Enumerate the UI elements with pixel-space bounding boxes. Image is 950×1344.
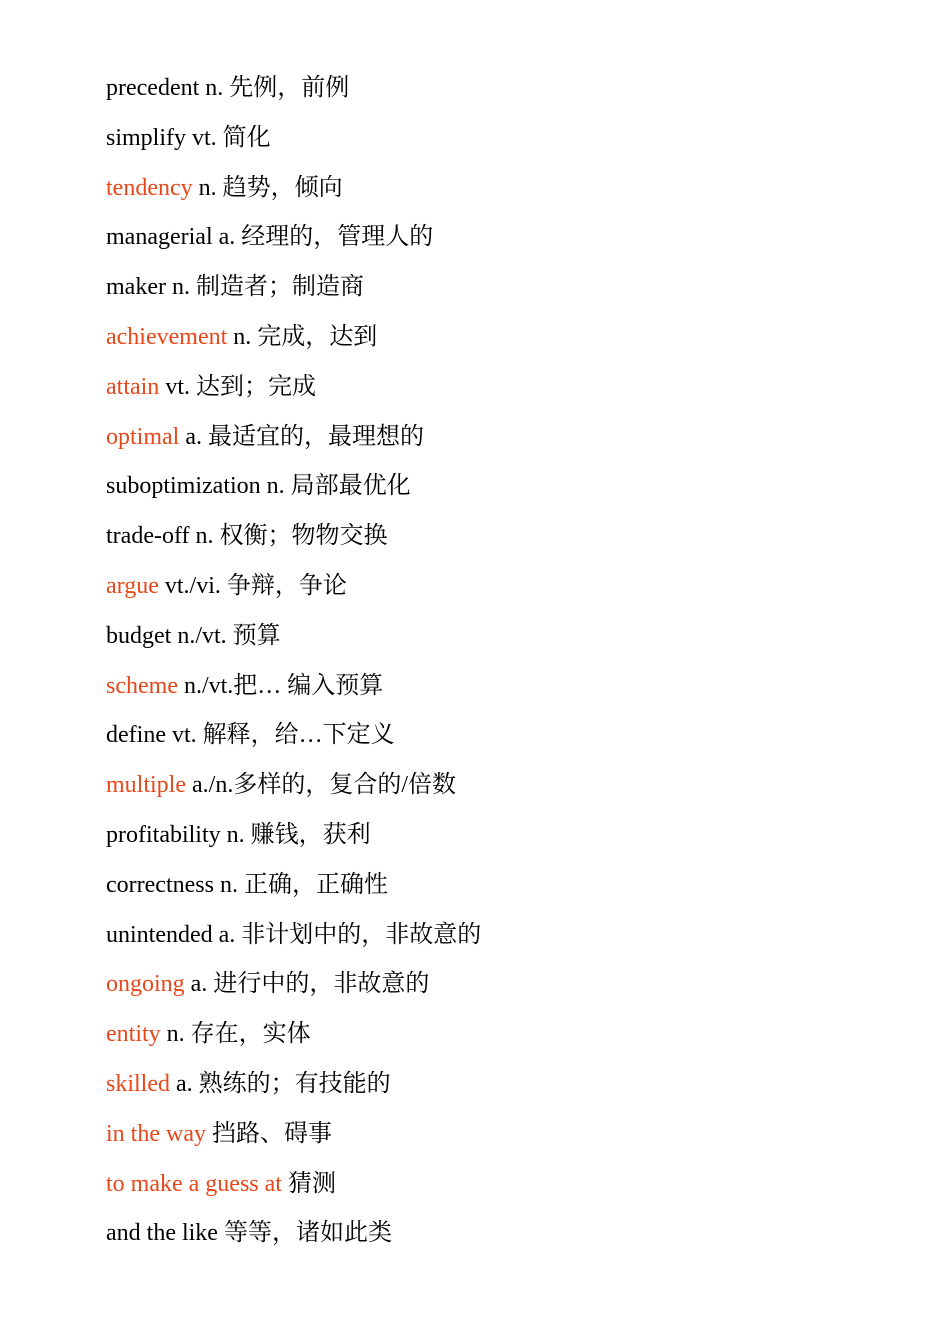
vocab-entry <box>106 566 906 616</box>
vocab-definition: a./n.多样的，复合的/倍数 <box>186 772 456 799</box>
vocab-entry <box>106 267 906 317</box>
vocab-entry <box>106 666 906 716</box>
vocab-entry <box>106 168 906 218</box>
vocab-entry <box>106 765 906 815</box>
vocab-word: entity <box>106 1021 161 1048</box>
vocab-word: optimal <box>106 423 180 450</box>
vocab-entry <box>106 964 906 1014</box>
vocab-entry <box>106 1164 906 1214</box>
vocab-entry <box>106 1213 906 1263</box>
vocab-word: in the way <box>106 1120 206 1147</box>
vocab-definition: n./vt.把… 编入预算 <box>177 672 384 699</box>
vocab-entry <box>106 1014 906 1064</box>
vocab-entry <box>106 1114 906 1164</box>
vocab-word: profitability <box>106 821 221 848</box>
vocab-definition: n. 趋势，倾向 <box>192 174 343 201</box>
vocab-entry <box>106 915 906 965</box>
vocab-definition: a. 最适宜的，最理想的 <box>179 423 424 450</box>
vocab-word: unintended <box>106 921 213 948</box>
vocab-word: correctness <box>106 871 214 898</box>
vocab-word: skilled <box>106 1070 170 1097</box>
vocab-entry <box>106 516 906 566</box>
vocab-entry <box>106 616 906 666</box>
vocab-entry <box>106 118 906 168</box>
vocab-entry <box>106 815 906 865</box>
vocab-definition: n. 存在，实体 <box>160 1021 311 1048</box>
vocab-definition: n. 赚钱，获利 <box>220 821 371 848</box>
vocab-definition: 等等，诸如此类 <box>217 1220 392 1247</box>
vocab-word: precedent <box>106 75 200 101</box>
vocab-entry <box>106 1064 906 1114</box>
vocab-definition: a. 非计划中的，非故意的 <box>212 921 482 948</box>
vocab-entry <box>106 367 906 417</box>
vocab-definition: n./vt. 预算 <box>171 622 281 649</box>
vocab-entry <box>106 317 906 367</box>
vocab-definition: vt. 简化 <box>186 124 271 151</box>
vocab-entry <box>106 217 906 267</box>
vocab-definition: 挡路、碍事 <box>205 1120 332 1147</box>
vocab-word: managerial <box>106 224 213 251</box>
vocab-entry <box>106 715 906 765</box>
vocab-word: multiple <box>106 772 186 799</box>
vocabulary-list <box>106 68 906 1263</box>
vocab-word: argue <box>106 572 159 599</box>
vocab-word: budget <box>106 622 172 649</box>
vocab-definition: n. 制造者；制造商 <box>165 274 364 301</box>
vocab-definition: n. 局部最优化 <box>260 473 411 500</box>
vocab-word: define <box>106 722 166 749</box>
vocab-entry <box>106 417 906 467</box>
vocab-definition: a. 经理的，管理人的 <box>212 224 434 251</box>
vocab-definition: vt. 解释，给…下定义 <box>165 722 395 749</box>
vocab-word: tendency <box>106 174 193 201</box>
vocab-word: attain <box>106 373 160 400</box>
vocab-word: suboptimization <box>106 473 261 500</box>
vocab-entry <box>106 466 906 516</box>
vocab-word: to make a guess at <box>106 1170 282 1197</box>
vocab-word: simplify <box>106 124 187 151</box>
vocab-word: maker <box>106 274 166 301</box>
vocab-definition: n. 正确，正确性 <box>213 871 388 898</box>
vocab-word: scheme <box>106 672 178 699</box>
vocab-definition: 猜测 <box>281 1170 336 1197</box>
vocab-definition: a. 熟练的；有技能的 <box>170 1070 391 1097</box>
vocab-definition: n. 先例，前例 <box>199 75 350 101</box>
vocab-word: trade-off <box>106 523 190 550</box>
vocab-definition: n. 权衡；物物交换 <box>189 523 388 550</box>
vocab-word: ongoing <box>106 971 185 998</box>
vocab-entry <box>106 865 906 915</box>
vocab-definition: vt. 达到；完成 <box>159 373 316 400</box>
vocab-definition: a. 进行中的，非故意的 <box>184 971 430 998</box>
vocab-entry <box>106 68 906 118</box>
vocab-word: achievement <box>106 323 228 350</box>
vocab-definition: n. 完成，达到 <box>227 323 378 350</box>
vocab-definition: vt./vi. 争辩，争论 <box>158 572 347 599</box>
vocab-word: and the like <box>106 1220 218 1247</box>
